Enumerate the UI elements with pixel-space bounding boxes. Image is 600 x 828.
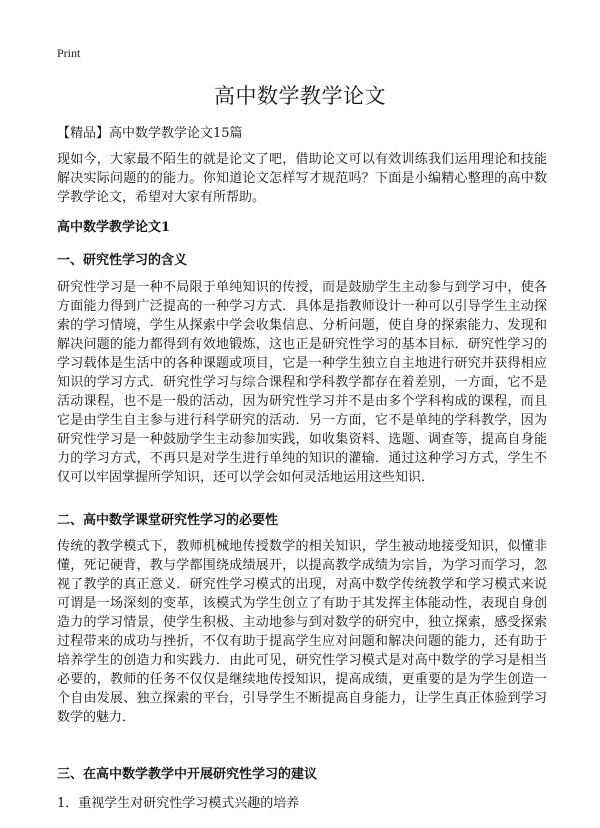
intro-paragraph: 现如今，大家最不陌生的就是论文了吧，借助论文可以有效训练我们运用理论和技能解决实际问题的的能力。你知道论文怎样写才规范吗？下面是小编精心整理的高中数学教学论文，希望对大家有所帮助。 (57, 152, 547, 205)
print-link[interactable]: Print (57, 46, 81, 60)
section-body-1: 研究性学习是一种不局限于单纯知识的传授，而是鼓励学生主动参与到学习中，使各方面能力得到广泛提高的一种学习方式．具体是指教师设计一种可以引导学生主动探索的学习情境，学生从探索中学会收集信息、分析问题，使自身的探索能力、发现和解决问题的能力都得到有效地锻炼，这也正是研究性学习的基本目标．研究性学习的学习载体是生活中的各种课题或项目，它是一种学生独立自主地进行研究并获得相应知识的学习方式．研究性学习与综合课程和学科教学都存在着差别，一方面，它不是活动课程，也不是一般的活动，因为研究性学习并不是由多个学科构成的课程，而且它是由学生自主参与进行科学研究的活动．另一方面，它不是单纯的学科教学，因为研究性学习是一种鼓励学生主动参加实践，如收集资料、选题、调查等，提高自身能力的学习方式，不再只是对学生进行单纯的知识的灌输．通过这种学习方式，学生不仅可以牢固掌握所学知识，还可以学会如何灵活地运用这些知识． (57, 280, 547, 485)
list-item: 1．重视学生对研究性学习模式兴趣的培养 (57, 796, 300, 811)
article-heading: 高中数学教学论文1 (57, 220, 171, 235)
section-heading-1: 一、研究性学习的含义 (57, 253, 188, 268)
section-body-2: 传统的教学模式下，教师机械地传授数学的相关知识，学生被动地接受知识，似懂非懂，死记硬背，教与学都围绕成绩展开，以提高教学成绩为宗旨，为学习而学习，忽视了教学的真正意义．研究性学习模式的出现，对高中数学传统教学和学习模式来说可谓是一场深刻的变革，该模式为学生创立了有助于其发挥主体能动性，表现自身创造力的学习情景，使学生积极、主动地参与到对数学的研究中，独立探索，感受探索过程带来的成功与挫折，不仅有助于提高学生应对问题和解决问题的能力，还有助于培养学生的创造力和实践力．由此可见，研究性学习模式是对高中数学的学习是相当必要的，教师的任务不仅仅是继续地传授知识，提高成绩，更重要的是为学生创造一个自由发展、独立探索的平台，引导学生不断提高自身能力，让学生真正体验到学习数学的魅力． (57, 539, 547, 725)
document-subtitle: 【精品】高中数学教学论文15篇 (57, 126, 243, 141)
section-heading-3: 三、在高中数学教学中开展研究性学习的建议 (57, 767, 318, 782)
page-title: 高中数学教学论文 (214, 84, 386, 108)
section-heading-2: 二、高中数学课堂研究性学习的必要性 (57, 513, 279, 528)
